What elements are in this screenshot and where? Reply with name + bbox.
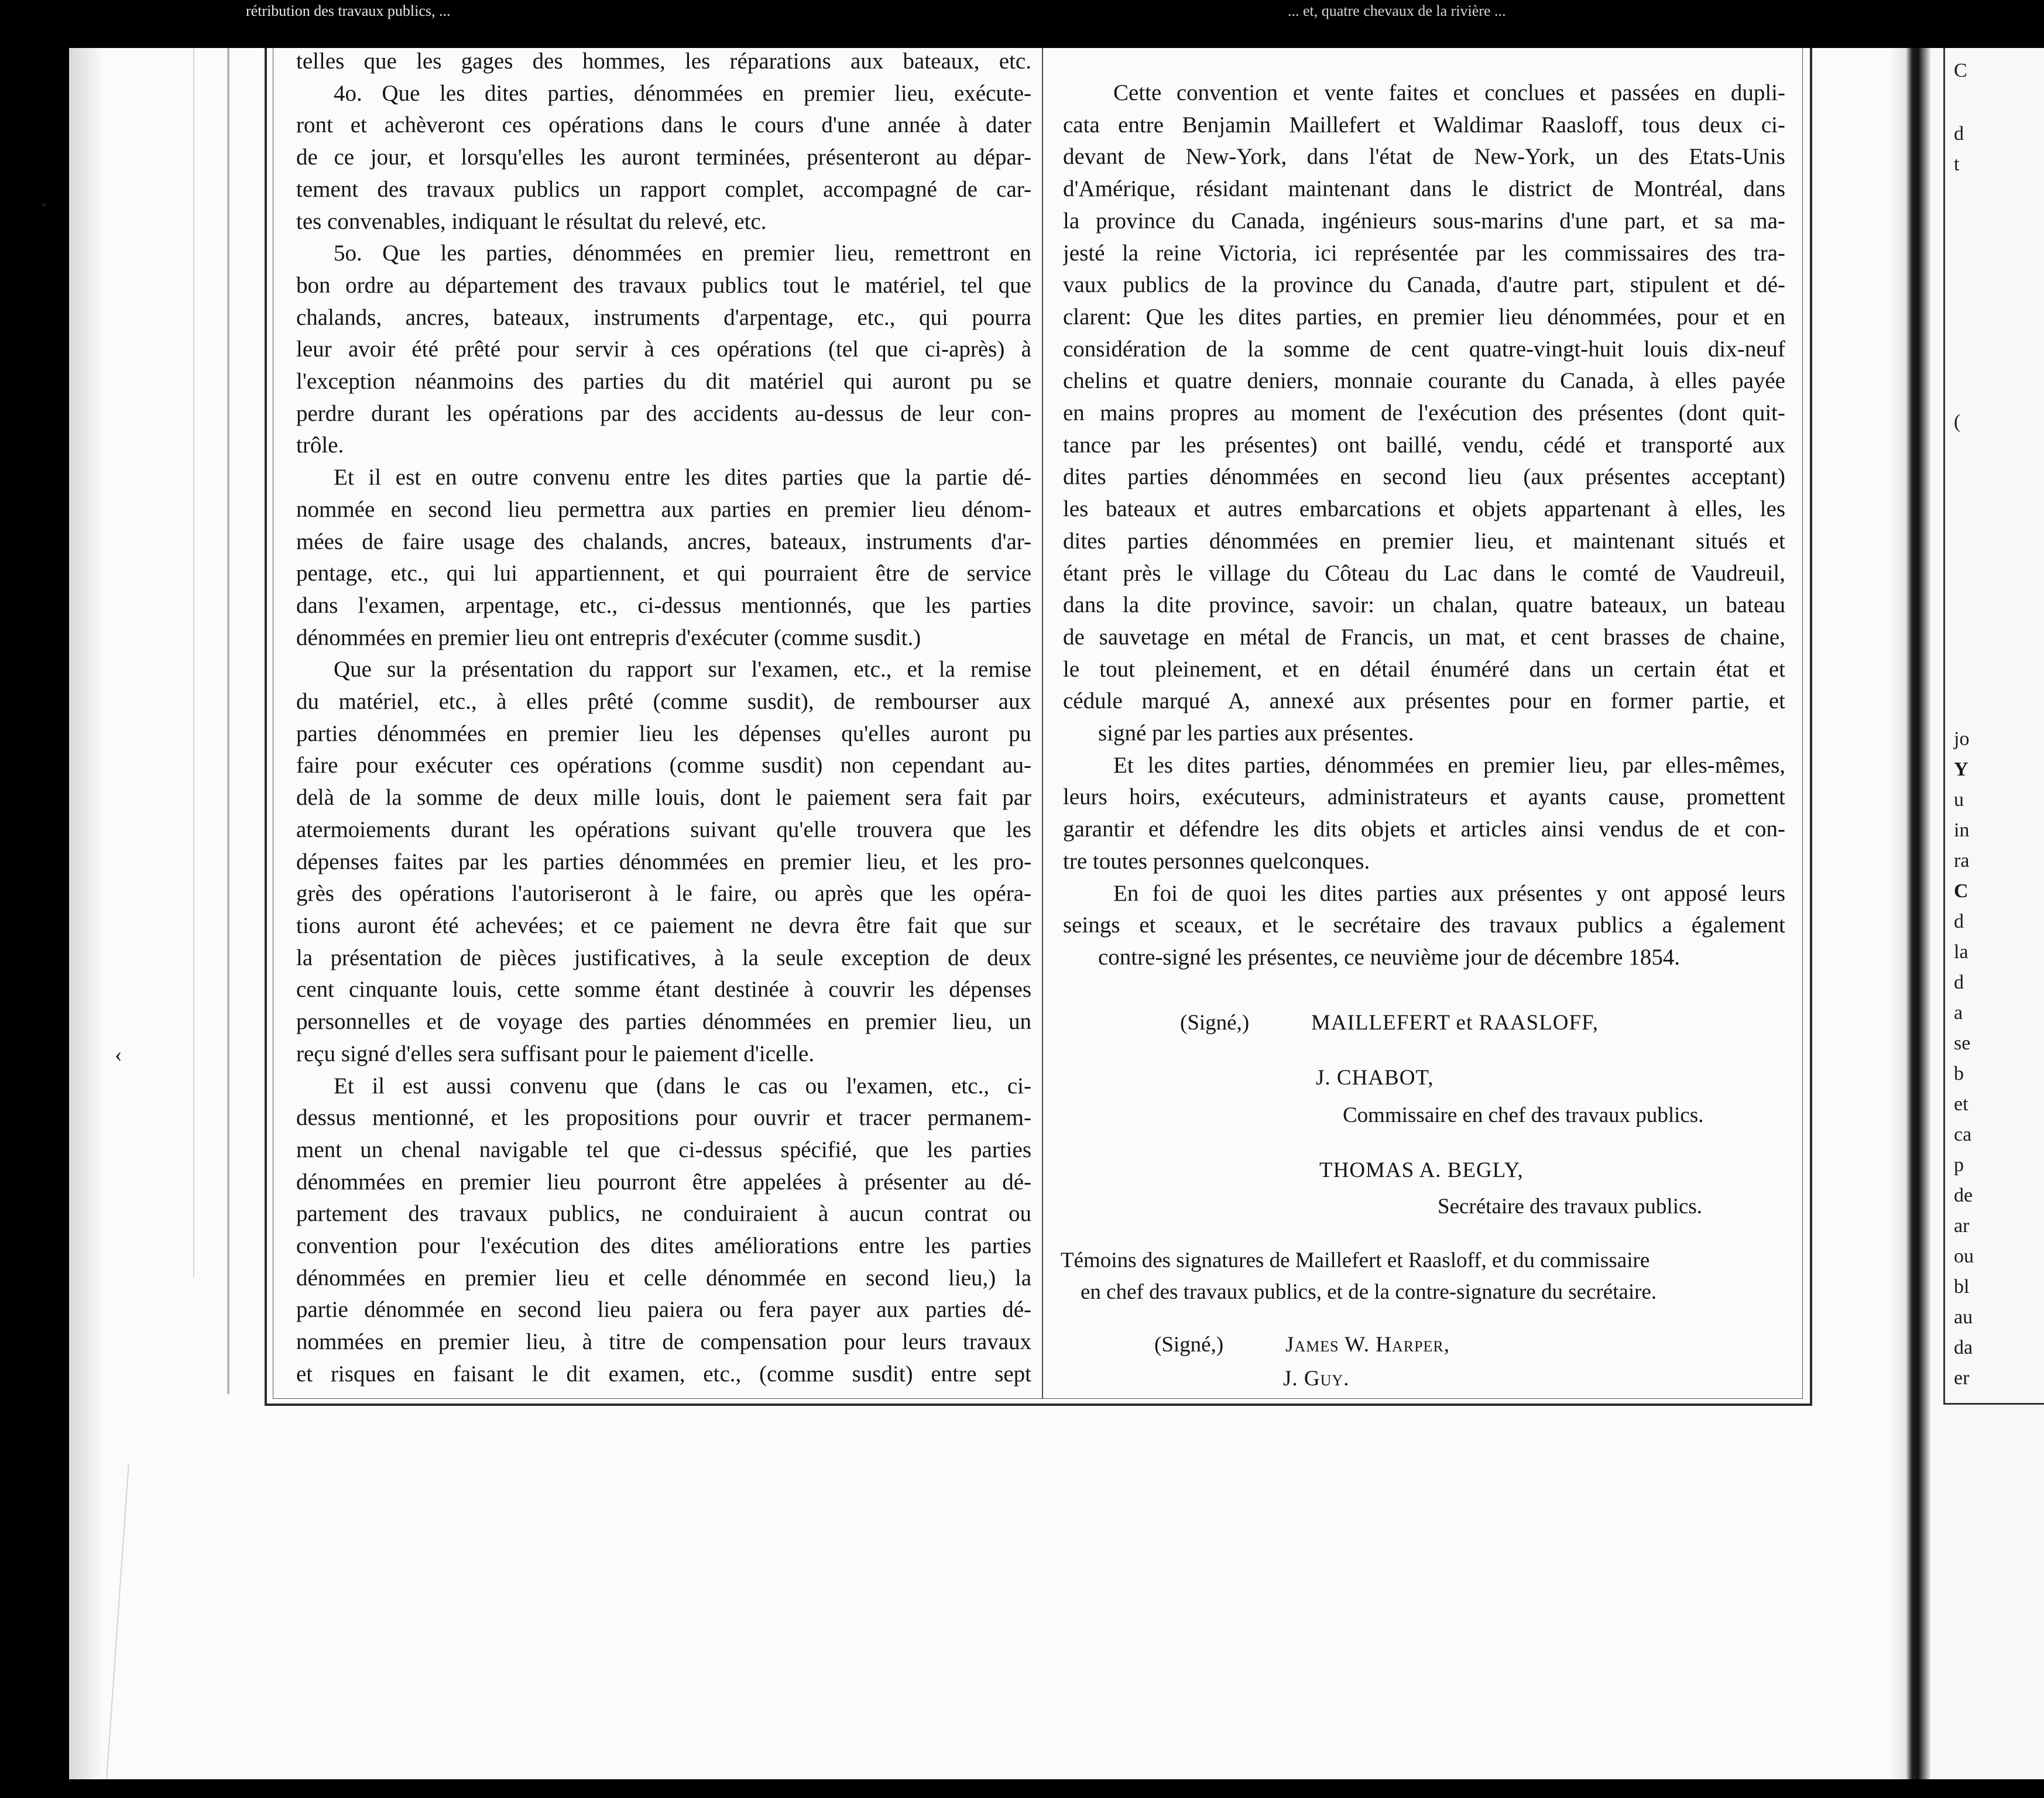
adjacent-page-edge: [1930, 48, 2044, 1798]
text-line: considération de la somme de cent quatre-vingt-huit louis dix-neuf: [1063, 336, 1785, 362]
adjacent-page-fragment: Y: [1954, 759, 1968, 780]
text-line: vaux publics de la province du Canada, d'autre part, stipulent et dé-: [1063, 272, 1785, 298]
witness-harper: James W. Harper,: [1285, 1333, 1450, 1357]
text-line: partement des travaux publics, ne conduiraient à aucun contrat ou: [296, 1201, 1031, 1227]
text-line: Que sur la présentation du rapport sur l'examen, etc., et la remise: [334, 657, 1031, 682]
text-line: et risques en faisant le dit examen, etc., (comme susdit) entre sept: [296, 1361, 1031, 1387]
text-line: jesté la reine Victoria, ici représentée par les commissaires des tra-: [1063, 240, 1785, 266]
adjacent-page-fragment: C: [1954, 880, 1968, 902]
text-line: personnelles et de voyage des parties dénommées en premier lieu, un: [296, 1009, 1031, 1035]
text-line: étant près le village du Côteau du Lac dans le comté de Vaudreuil,: [1063, 560, 1785, 586]
text-line: du matériel, etc., à elles prêté (comme susdit), de rembourser aux: [296, 689, 1031, 715]
margin-mark: ‹: [115, 1042, 122, 1067]
text-line: dénommées en premier lieu et celle dénommée en second lieu,) la: [296, 1265, 1031, 1291]
text-line: de ce jour, et lorsqu'elles les auront terminées, présenteront au dépar-: [296, 145, 1031, 170]
text-line: cédule marqué A, annexé aux présentes pour en former partie, et: [1063, 688, 1785, 714]
text-line: convention pour l'exécution des dites améliorations entre les parties: [296, 1233, 1031, 1259]
signatory-begly: THOMAS A. BEGLY,: [1319, 1158, 1524, 1182]
adjacent-page-fragment: t: [1954, 153, 1960, 175]
text-line: atermoiements durant les opérations suivant qu'elle trouvera que les: [296, 816, 1031, 842]
margin-speck: •: [41, 197, 47, 214]
page-left-shadow: [69, 48, 104, 1798]
text-line: nommées en premier lieu, à titre de compensation pour leurs travaux: [296, 1329, 1031, 1355]
adjacent-page-fragment: jo: [1954, 728, 1970, 750]
text-line: Et il est en outre convenu entre les dites parties que la partie dé-: [334, 465, 1031, 490]
adjacent-page-fragment: ra: [1954, 850, 1970, 871]
text-line: grès des opérations l'autoriseront à le faire, ou après que les opéra-: [296, 881, 1031, 907]
text-line: garantir et défendre les dits objets et articles ainsi vendus de et con-: [1063, 816, 1785, 842]
adjacent-page-fragment: C: [1954, 60, 1967, 81]
adjacent-page-fragment: la: [1954, 941, 1968, 963]
column-rule: [1042, 48, 1043, 1399]
text-line: 5o. Que les parties, dénommées en premier lieu, remettront en: [334, 241, 1031, 266]
text-line: signé par les parties aux présentes.: [1098, 720, 1414, 746]
adjacent-page-fragment: d: [1954, 972, 1964, 993]
text-line: trôle.: [296, 433, 344, 458]
text-line: dénommées en premier lieu ont entrepris d'exécuter (comme susdit.): [296, 625, 921, 650]
adjacent-page-fragment: de: [1954, 1185, 1973, 1206]
text-line: dessus mentionné, et les propositions pour ouvrir et tracer permanem-: [296, 1105, 1031, 1131]
top-strip-text-right: ... et, quatre chevaux de la rivière ...: [1288, 2, 1506, 19]
text-line: cata entre Benjamin Maillefert et Waldimar Raasloff, tous deux ci-: [1063, 112, 1785, 138]
text-line: parties dénommées en premier lieu les dépenses qu'elles auront pu: [296, 720, 1031, 746]
text-line: pentage, etc., qui lui appartiennent, et qui pourraient être de service: [296, 561, 1031, 586]
text-line: clarent: Que les dites parties, en premier lieu dénommées, pour et en: [1063, 304, 1785, 330]
binding-gutter: [1889, 48, 1930, 1798]
text-line: Et les dites parties, dénommées en premier lieu, par elles-mêmes,: [1113, 752, 1785, 778]
text-line: telles que les gages des hommes, les réparations aux bateaux, etc.: [296, 49, 1031, 74]
text-line: dans l'examen, arpentage, etc., ci-dessus mentionnés, que les parties: [296, 592, 1031, 618]
left-text-column: [296, 46, 1031, 1391]
adjacent-page-fragment: u: [1954, 789, 1964, 811]
text-line: dénommées en premier lieu pourront être appelées à présenter au dé-: [296, 1169, 1031, 1195]
text-line: contre-signé les présentes, ce neuvième jour de décembre 1854.: [1098, 944, 1681, 970]
adjacent-page-fragment: da: [1954, 1337, 1973, 1358]
adjacent-page-fragment: ca: [1954, 1124, 1972, 1145]
text-line: delà de la somme de deux mille louis, dont le paiement sera fait par: [296, 785, 1031, 811]
text-line: perdre durant les opérations par des accidents au-dessus de leur con-: [296, 400, 1031, 426]
adjacent-page-fragment: d: [1954, 911, 1964, 932]
adjacent-page-fragment: ar: [1954, 1215, 1970, 1237]
text-line: 4o. Que les dites parties, dénommées en premier lieu, exécute-: [334, 80, 1031, 106]
text-line: en mains propres au moment de l'exécution des présentes (dont quit-: [1063, 400, 1785, 426]
text-line: de sauvetage en métal de Francis, un mat, et cent brasses de chaine,: [1063, 624, 1785, 650]
witness-statement-line-1: Témoins des signatures de Maillefert et Raasloff, et du commissaire: [1061, 1248, 1650, 1272]
adjacent-page-fragment: et: [1954, 1093, 1968, 1115]
adjacent-page-fragment: in: [1954, 819, 1970, 841]
text-line: leurs hoirs, exécuteurs, administrateurs et ayants cause, promettent: [1063, 784, 1785, 810]
text-line: tions auront été achevées; et ce paiement ne devra être fait que sur: [296, 912, 1031, 938]
adjacent-page-fragment: d: [1954, 123, 1964, 145]
adjacent-page-fragment: au: [1954, 1306, 1973, 1328]
signatory-begly-title: Secrétaire des travaux publics.: [1438, 1195, 1703, 1219]
text-line: chelins et quatre deniers, monnaie courante du Canada, à elles payée: [1063, 368, 1785, 394]
witness-guy: J. Guy.: [1283, 1367, 1350, 1391]
text-line: bon ordre au département des travaux publics tout le matériel, tel que: [296, 272, 1031, 298]
text-line: cent cinquante louis, cette somme étant destinée à couvrir les dépenses: [296, 977, 1031, 1003]
text-line: l'exception néanmoins des parties du dit matériel qui auront pu se: [296, 369, 1031, 394]
text-line: reçu signé d'elles sera suffisant pour le paiement d'icelle.: [296, 1041, 815, 1066]
signatory-chabot-title: Commissaire en chef des travaux publics.: [1343, 1103, 1704, 1127]
text-line: dites parties dénommées en second lieu (aux présentes acceptant): [1063, 464, 1785, 490]
text-line: partie dénommée en second lieu paiera ou fera payer aux parties dé-: [296, 1297, 1031, 1323]
adjacent-page-fragment: (: [1954, 411, 1961, 433]
text-line: Et il est aussi convenu que (dans le cas ou l'examen, etc., ci-: [334, 1073, 1031, 1099]
text-line: la présentation de pièces justificatives, à la seule exception de deux: [296, 945, 1031, 970]
text-line: ment un chenal navigable tel que ci-dessus spécifié, que les parties: [296, 1137, 1031, 1162]
scan-scratch-line: [227, 48, 229, 1394]
signatory-maillefert-raasloff: MAILLEFERT et RAASLOFF,: [1311, 1011, 1599, 1035]
text-line: chalands, ancres, bateaux, instruments d'arpentage, etc., qui pourra: [296, 304, 1031, 330]
adjacent-page-fragment: a: [1954, 1002, 1963, 1024]
right-text-column: [1063, 77, 1785, 974]
bottom-scan-edge: [0, 1779, 2044, 1798]
text-line: dans la dite province, savoir: un chalan, quatre bateaux, un bateau: [1063, 592, 1785, 618]
adjacent-page-fragment: p: [1954, 1154, 1964, 1176]
text-line: En foi de quoi les dites parties aux présentes y ont apposé leurs: [1113, 880, 1785, 906]
adjacent-page-fragment: se: [1954, 1032, 1971, 1054]
adjacent-page-fragment: bl: [1954, 1276, 1970, 1298]
signed-label: (Signé,): [1180, 1011, 1250, 1035]
text-line: mées de faire usage des chalands, ancres, bateaux, instruments d'ar-: [296, 529, 1031, 554]
text-line: nommée en second lieu permettra aux parties en premier lieu dénom-: [296, 496, 1031, 522]
adjacent-page-fragment: ou: [1954, 1245, 1974, 1267]
adjacent-page-fragment: b: [1954, 1063, 1964, 1085]
text-line: d'Amérique, résidant maintenant dans le district de Montréal, dans: [1063, 176, 1785, 202]
top-strip-text-left: rétribution des travaux publics, ...: [246, 2, 451, 19]
text-line: tre toutes personnes quelconques.: [1063, 848, 1370, 874]
text-line: les bateaux et autres embarcations et objets appartenant à elles, les: [1063, 496, 1785, 522]
text-line: faire pour exécuter ces opérations (comme susdit) non cependant au-: [296, 753, 1031, 778]
scan-scratch-line: [193, 48, 194, 1277]
signed-label: (Signé,): [1154, 1333, 1224, 1357]
text-line: tance par les présentes) ont baillé, vendu, cédé et transporté aux: [1063, 432, 1785, 458]
text-line: le tout pleinement, et en détail énuméré dans un certain état et: [1063, 656, 1785, 682]
text-line: leur avoir été prêté pour servir à ces opérations (tel que ci-après) à: [296, 337, 1031, 362]
text-line: Cette convention et vente faites et conclues et passées en dupli-: [1113, 80, 1785, 105]
text-line: la province du Canada, ingénieurs sous-marins d'une part, et sa ma-: [1063, 208, 1785, 234]
text-line: tement des travaux publics un rapport complet, accompagné de car-: [296, 176, 1031, 202]
text-line: tes convenables, indiquant le résultat du relevé, etc.: [296, 208, 767, 234]
adjacent-page-fragment: er: [1954, 1367, 1970, 1389]
top-dark-band: [0, 0, 2044, 48]
signatory-chabot: J. CHABOT,: [1316, 1066, 1434, 1090]
text-line: seings et sceaux, et le secrétaire des travaux publics a également: [1063, 912, 1785, 938]
witness-statement-line-2: en chef des travaux publics, et de la contre-signature du secrétaire.: [1081, 1280, 1657, 1304]
text-line: ront et achèveront ces opérations dans le cours d'une année à dater: [296, 112, 1031, 138]
text-line: devant de New-York, dans l'état de New-York, un des Etats-Unis: [1063, 144, 1785, 170]
text-line: dépenses faites par les parties dénommées en premier lieu, et les pro-: [296, 849, 1031, 874]
text-line: dites parties dénommées en premier lieu, et maintenant situés et: [1063, 528, 1785, 554]
